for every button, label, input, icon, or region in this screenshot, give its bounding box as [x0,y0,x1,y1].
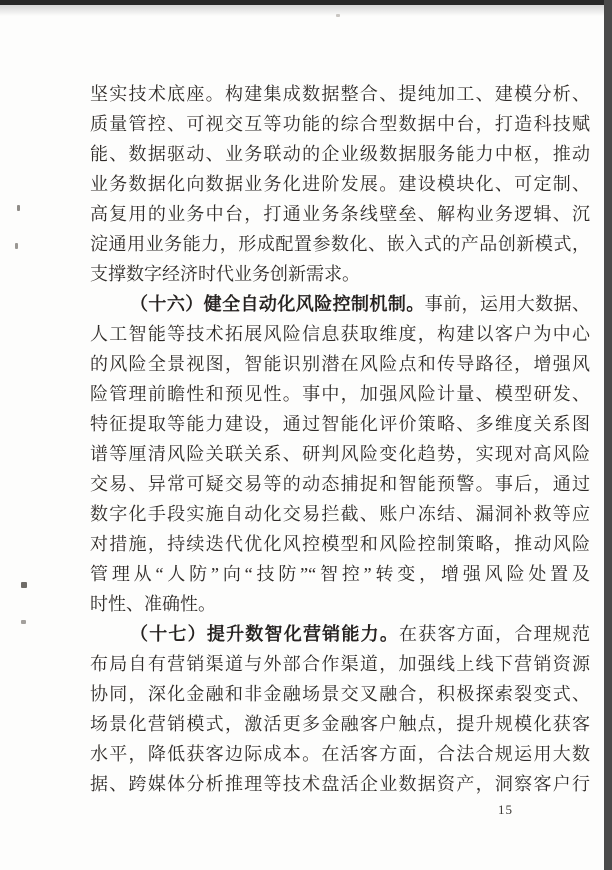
scan-speck [15,243,18,249]
text-line [90,679,590,709]
text-block [90,79,590,799]
text-line [90,469,590,499]
scan-speck [336,14,340,17]
page-number: 15 [498,802,513,817]
text-line [90,409,590,439]
text-line [90,139,590,169]
text-line [90,649,590,679]
body-text: 险管理前瞻性和预见性。事中，加强风险计量、模型研发、 [90,384,590,404]
scan-top-shadow [0,5,612,16]
text-line [90,559,590,589]
body-text: 据、跨媒体分析推理等技术盘活企业数据资产，洞察客户行 [90,774,590,794]
scan-right-edge [604,0,612,870]
body-text: 事前，运用大数据、 [424,294,590,314]
body-text: 水平，降低获客边际成本。在活客方面，合法合规运用大数 [90,744,590,764]
scan-speck [21,620,26,624]
text-line [90,199,590,229]
text-line [90,229,590,259]
text-line [90,259,590,289]
body-text: 谱等厘清风险关联关系、研判风险变化趋势，实现对高风险 [90,444,590,464]
text-line [90,289,590,319]
text-line [90,499,590,529]
body-text: 特征提取等能力建设，通过智能化评价策略、多维度关系图 [90,414,590,434]
body-text: 高复用的业务中台，打通业务条线壁垒、解构业务逻辑、沉 [90,204,590,224]
text-line [90,79,590,109]
body-text: 支撑数字经济时代业务创新需求。 [90,264,360,284]
text-line [90,709,590,739]
body-text: 交易、异常可疑交易等的动态捕捉和智能预警。事后，通过 [90,474,590,494]
text-line [90,619,590,649]
text-line [90,589,590,619]
body-text: 坚实技术底座。构建集成数据整合、提纯加工、建模分析、 [90,84,590,104]
text-line [90,439,590,469]
text-line [90,529,590,559]
text-line [90,379,590,409]
scan-speck [21,582,27,588]
body-text: 淀通用业务能力，形成配置参数化、嵌入式的产品创新模式， [90,234,590,254]
text-line [90,769,590,799]
body-text: 业务数据化向数据业务化进阶发展。建设模块化、可定制、 [90,174,590,194]
body-text: 在获客方面，合理规范 [399,624,590,644]
body-text: 人工智能等技术拓展风险信息获取维度，构建以客户为中心 [90,324,590,344]
text-line [90,169,590,199]
section-heading: （十七）提升数智化营销能力。 [130,624,400,644]
text-line [90,109,590,139]
section-heading: （十六）健全自动化风险控制机制。 [130,294,425,314]
body-text: 数字化手段实施自动化交易拦截、账户冻结、漏洞补救等应 [90,504,590,524]
text-line [90,739,590,769]
body-text: 对措施，持续迭代优化风控模型和风险控制策略，推动风险 [90,534,590,554]
text-line [90,349,590,379]
body-text: 协同，深化金融和非金融场景交叉融合，积极探索裂变式、 [90,684,590,704]
scan-speck [17,205,20,211]
text-line [90,319,590,349]
body-text: 管理从“人防”向“技防”“智控”转变，增强风险处置及 [90,564,590,584]
body-text: 布局自有营销渠道与外部合作渠道，加强线上线下营销资源 [90,654,590,674]
body-text: 质量管控、可视交互等功能的综合型数据中台，打造科技赋 [90,114,590,134]
body-text: 场景化营销模式，激活更多金融客户触点，提升规模化获客 [90,714,590,734]
body-text: 时性、准确性。 [90,594,216,614]
body-text: 能、数据驱动、业务联动的企业级数据服务能力中枢，推动 [90,144,590,164]
body-text: 的风险全景视图，智能识别潜在风险点和传导路径，增强风 [90,354,590,374]
